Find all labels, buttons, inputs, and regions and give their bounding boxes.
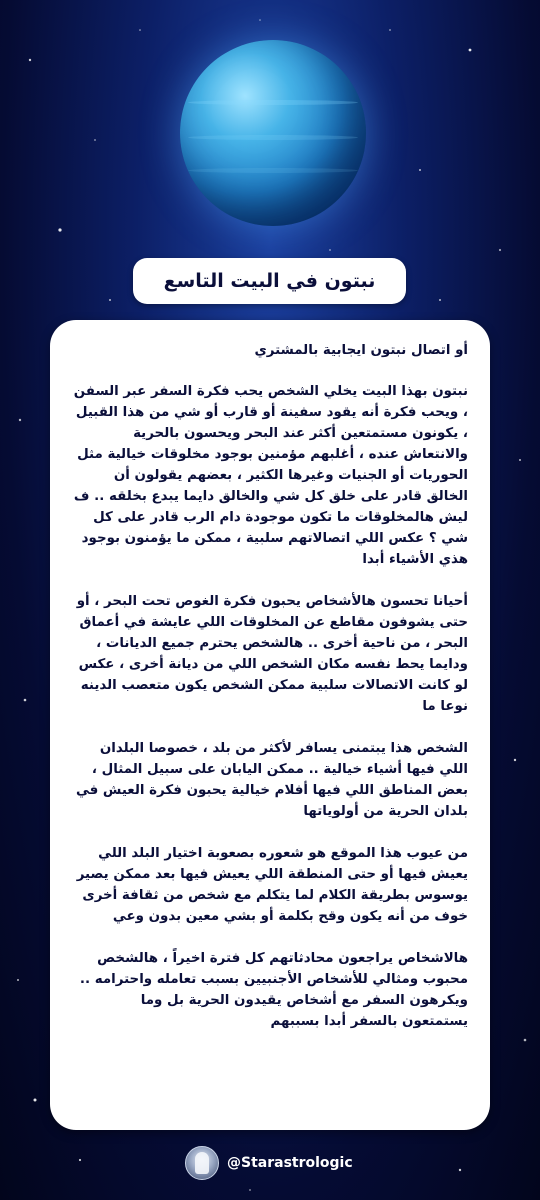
avatar [185,1146,219,1180]
content-card [50,320,490,1130]
article-body [72,340,468,1053]
paragraph-3: الشخص هذا يبتمنى يسافر لأكثر من بلد ، خصوصا البلدان اللي فيها أشياء خيالية .. ممكن اليابان على سبيل المثال ، بعض المناطق اللي فيها أفلام خيالية يحبون فكرة العيش في بلدان الحرية من أولوياتها [75,741,468,819]
paragraph-5: هالاشخاص يراجعون محادثاتهم كل فترة اخيراً ، هالشخص محبوب ومثالي للأشخاص الأجنبيين بسبب تعامله واحترامه .. ويكرهون السفر مع أشخاص يقيدون الحرية بل وما يستمتعون بالسفر أبدا بسببهم [79,951,468,1029]
author-handle: @Starastrologic [227,1155,353,1171]
paragraph-2: أحيانا تحسون هالأشخاص يحبون فكرة الغوص تحت البحر ، أو حتى يشوفون مقاطع عن المخلوقات اللي عايشة في أعماق البحر ، من ناحية أخرى .. هالشخص يحترم جميع الديانات ، ودايما يحط نفسه مكان الشخص اللي من ديانة أخرى ، عكس لو كانت الاتصالات سلبية ممكن الشخص يكون متعصب الدينه نوعا ما [76,594,468,714]
paragraph-1: نبتون بهذا البيت يخلي الشخص يحب فكرة السفر عبر السفن ، ويحب فكرة أنه يقود سفينة أو قارب أو شي من هذا القبيل ، يكونون مستمتعين أكثر عند البحر ويحسون بالحرية والانتعاش عنده ، أغلبهم مؤمنين بوجود مخلوقات خيالية مثل الحوريات أو الجنيات وغيرها الكثير ، بعضهم يقولون أن الخالق قادر على خلق كل شي والخالق دايما يبدع بخلقه .. ف ليش هالمخلوقات ما تكون موجودة دام الرب قادر على كل شي ؟ عكس اللي اتصالاتهم سلبية ، ممكن ما يؤمنون بوجود هذي الأشياء أبدا [73,384,468,567]
title-banner [133,258,406,304]
paragraph-4: من عيوب هذا الموقع هو شعوره بصعوبة اختيار البلد اللي يعيش فيها أو حتى المنطقة اللي يعيش فيها بعد ممكن يصير يوسوس بطريقة الكلام لما يتكلم مع شخص من ثقافة أخرى خوف من أنه يكون وقح بكلمة أو بشي معين بدون وعي [76,846,468,924]
neptune-planet-image [180,40,366,226]
avatar-figure-icon [195,1152,209,1174]
page-title: نبتون في البيت التاسع [163,270,376,292]
subtitle: أو اتصال نبتون ايجابية بالمشتري [254,343,468,358]
author-credit [185,1146,365,1180]
